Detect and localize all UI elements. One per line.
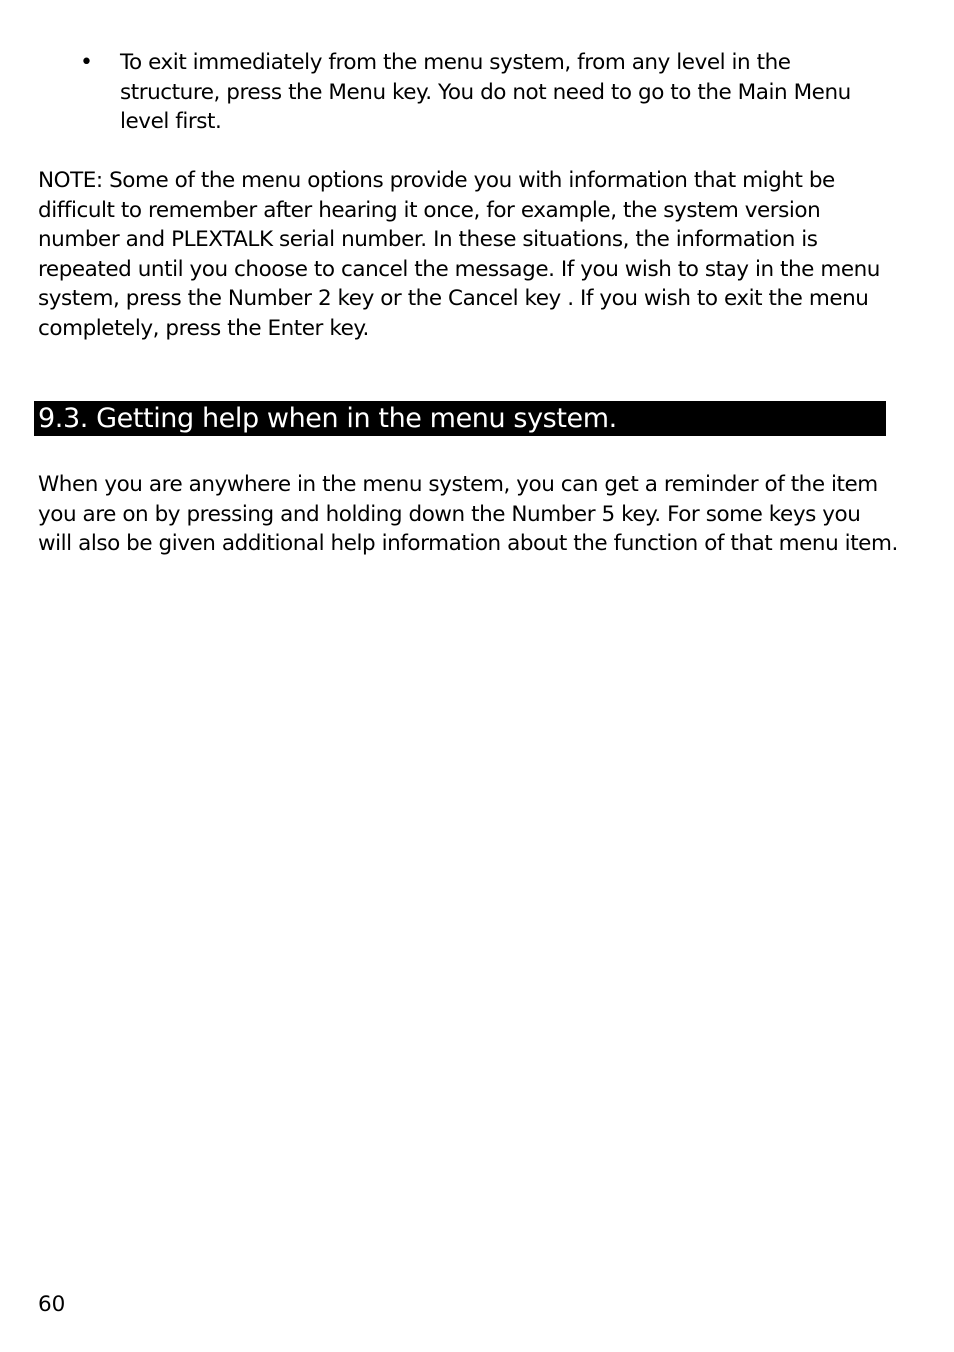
bullet-marker: • [80, 50, 93, 75]
note-paragraph: NOTE: Some of the menu options provide you with information that might be difficult to remember after hearing it once, for example, the system version number and PLEXTALK serial number. In these situations, the information is repeated until you choose to cancel the message. If you wish to stay in the menu system, press the Number 2 key or the Cancel key . If you wish to exit the menu completely, press the Enter key. [38, 168, 880, 341]
page-number: 60 [38, 1292, 66, 1317]
section-heading [34, 401, 886, 436]
section-body-paragraph: When you are anywhere in the menu system, you can get a reminder of the item you are on by pressing and holding down the Number 5 key. For some keys you will also be given additional help information about the function of that menu item. [38, 472, 898, 556]
section-heading-text: 9.3. Getting help when in the menu system. [38, 403, 617, 434]
bullet-item-text: To exit immediately from the menu system, from any level in the structure, press the Menu key. You do not need to go to the Main Menu level first. [120, 50, 851, 134]
